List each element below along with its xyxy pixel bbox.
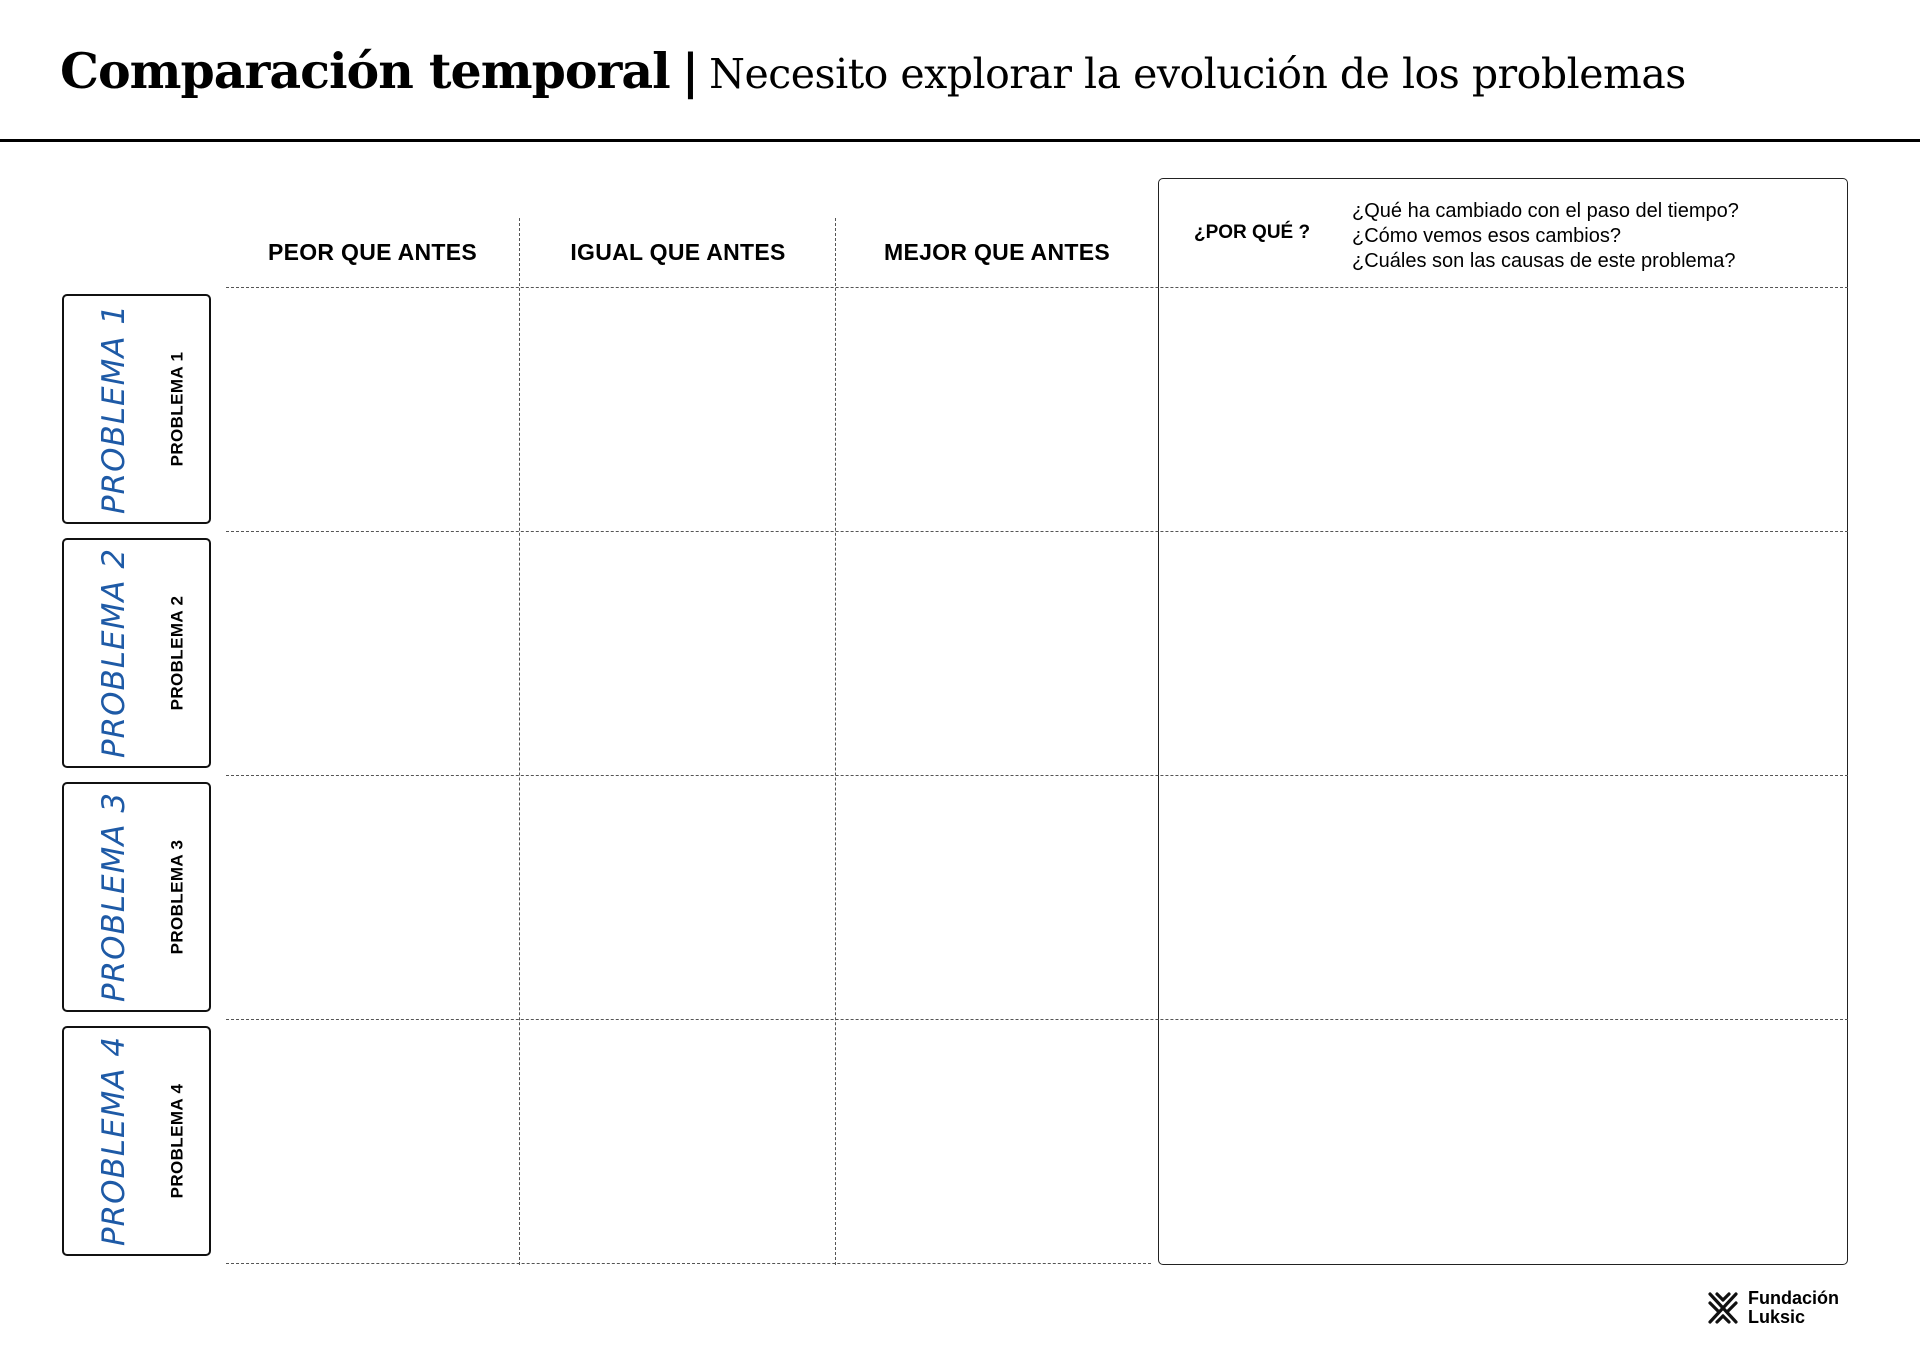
title-separator: | (681, 44, 700, 100)
grid-divider-vertical (835, 218, 836, 1265)
why-box (1158, 178, 1848, 1265)
column-header-same: IGUAL QUE ANTES (570, 238, 786, 265)
row-label-problem-2 (62, 538, 211, 768)
handwritten-label: PROBLEMA 2 (96, 547, 133, 759)
grid-divider-vertical (519, 218, 520, 1265)
handwritten-label: PROBLEMA 1 (96, 303, 133, 515)
row-label-text: PROBLEMA 3 (167, 839, 187, 955)
row-label-text: PROBLEMA 1 (167, 351, 187, 467)
grid-divider-horizontal (226, 1019, 1848, 1020)
handwritten-label: PROBLEMA 4 (96, 1035, 133, 1247)
why-label: ¿POR QUÉ ? (1194, 222, 1311, 243)
grid-divider-horizontal (226, 775, 1848, 776)
page-title: Comparación temporal (60, 42, 670, 100)
row-label-problem-3 (62, 782, 211, 1012)
grid-divider-horizontal (226, 287, 1848, 288)
grid-divider-horizontal (226, 531, 1848, 532)
column-header-better: MEJOR QUE ANTES (883, 238, 1110, 265)
why-questions (1352, 199, 1739, 274)
page-subtitle: Necesito explorar la evolución de los problemas (709, 50, 1686, 98)
handwritten-label: PROBLEMA 3 (96, 791, 133, 1003)
why-question: ¿Qué ha cambiado con el paso del tiempo? (1352, 200, 1739, 222)
page-header (60, 42, 1686, 112)
header-divider (0, 139, 1920, 142)
logo-line-1: Fundación (1748, 1288, 1839, 1308)
row-label-text: PROBLEMA 4 (167, 1083, 187, 1199)
row-label-text: PROBLEMA 2 (167, 595, 187, 711)
fundacion-luksic-logo-icon (1706, 1290, 1740, 1326)
fundacion-luksic-logo (1706, 1289, 1839, 1327)
why-question: ¿Cuáles son las causas de este problema? (1352, 250, 1736, 272)
logo-line-2: Luksic (1748, 1307, 1806, 1327)
row-label-problem-1 (62, 294, 211, 524)
row-label-problem-4 (62, 1026, 211, 1256)
grid-divider-horizontal (226, 1263, 1151, 1264)
column-header-worse: PEOR QUE ANTES (267, 238, 478, 265)
why-question: ¿Cómo vemos esos cambios? (1352, 225, 1621, 247)
